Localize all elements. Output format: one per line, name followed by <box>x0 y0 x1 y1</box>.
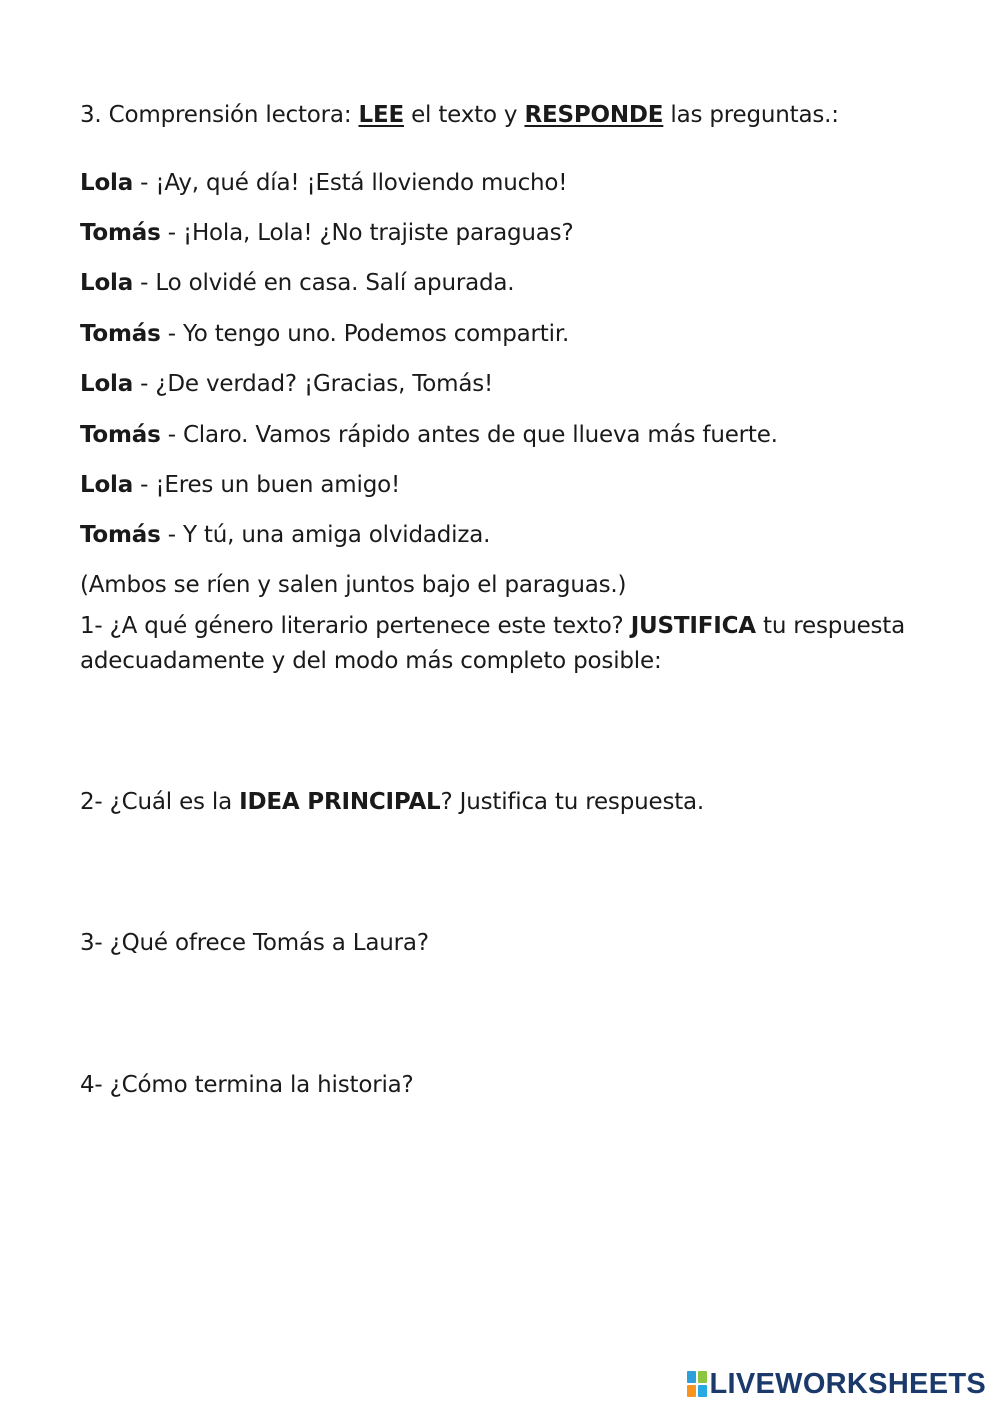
dialogue-line <box>80 268 514 298</box>
liveworksheets-logo-text: LIVEWORKSHEETS <box>709 1368 986 1400</box>
dialogue-speaker: Lola <box>80 371 134 397</box>
instruction-lee: LEE <box>358 102 404 128</box>
dialogue-line <box>80 420 778 450</box>
dialogue-text: - Claro. Vamos rápido antes de que llueva más fuerte. <box>160 422 778 448</box>
dialogue-line <box>80 520 490 550</box>
dialogue-line <box>80 218 573 248</box>
dialogue-text: - Lo olvidé en casa. Salí apurada. <box>133 270 515 296</box>
question-3: 3- ¿Qué ofrece Tomás a Laura? <box>80 930 429 956</box>
question-2-prefix: 2- ¿Cuál es la <box>80 789 240 815</box>
dialogue-speaker: Lola <box>80 170 134 196</box>
question-2-suffix: ? Justifica tu respuesta. <box>440 789 705 815</box>
liveworksheets-logo <box>687 1368 987 1400</box>
question-4: 4- ¿Cómo termina la historia? <box>80 1072 414 1098</box>
dialogue-speaker: Tomás <box>80 321 161 347</box>
dialogue-speaker: Tomás <box>80 220 161 246</box>
stage-direction: (Ambos se ríen y salen juntos bajo el paraguas.) <box>80 572 627 598</box>
dialogue-speaker: Tomás <box>80 522 161 548</box>
dialogue-line <box>80 369 493 399</box>
dialogue-line <box>80 470 400 500</box>
dialogue-text: - ¿De verdad? ¡Gracias, Tomás! <box>133 371 494 397</box>
dialogue-text: - ¡Hola, Lola! ¿No trajiste paraguas? <box>160 220 574 246</box>
dialogue-speaker: Lola <box>80 472 134 498</box>
question-1-prefix: 1- ¿A qué género literario pertenece este texto? <box>80 613 631 639</box>
question-2 <box>80 787 704 817</box>
question-1-suffix: tu respuesta adecuadamente y del modo más completo posible: <box>80 613 906 674</box>
section-instruction <box>80 100 839 130</box>
question-1 <box>80 609 930 679</box>
question-2-bold: IDEA PRINCIPAL <box>239 789 441 815</box>
dialogue-line <box>80 319 569 349</box>
dialogue-text: - Y tú, una amiga olvidadiza. <box>160 522 491 548</box>
instruction-prefix: 3. Comprensión lectora: <box>80 102 359 128</box>
dialogue-text: - Yo tengo uno. Podemos compartir. <box>160 321 570 347</box>
dialogue-speaker: Lola <box>80 270 134 296</box>
liveworksheets-mark-icon <box>687 1371 707 1397</box>
instruction-middle: el texto y <box>403 102 525 128</box>
dialogue-text: - ¡Ay, qué día! ¡Está lloviendo mucho! <box>133 170 568 196</box>
dialogue-text: - ¡Eres un buen amigo! <box>133 472 400 498</box>
dialogue-line <box>80 168 567 198</box>
instruction-suffix: las preguntas.: <box>663 102 839 128</box>
question-1-bold: JUSTIFICA <box>630 613 756 639</box>
instruction-responde: RESPONDE <box>524 102 664 128</box>
dialogue-speaker: Tomás <box>80 422 161 448</box>
